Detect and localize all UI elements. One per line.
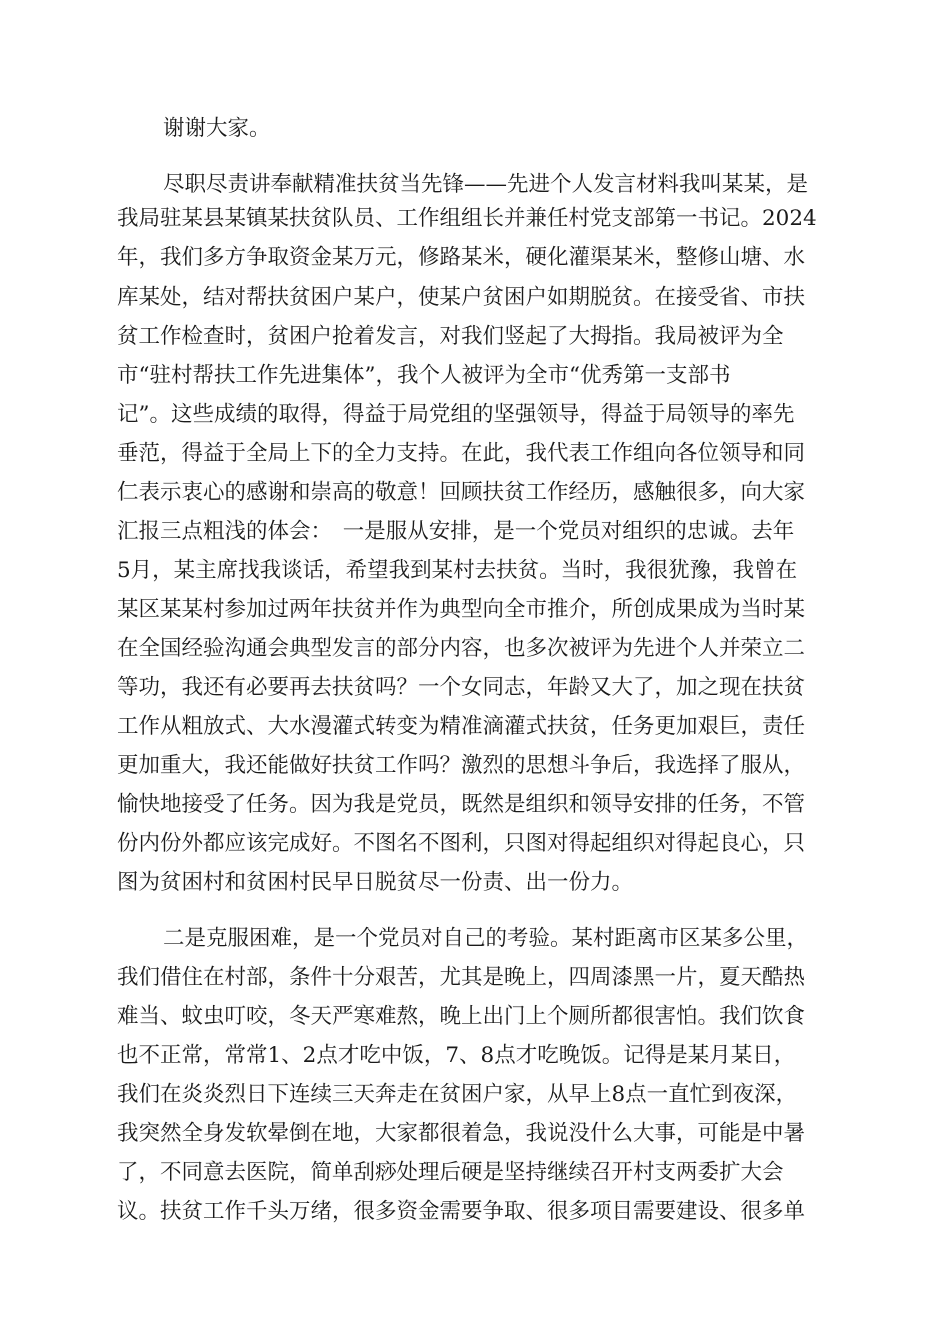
paragraph-line: 工作从粗放式、大水漫灌式转变为精准滴灌式扶贫，任务更加艰巨，责任: [117, 714, 806, 739]
paragraph-line: 某区某某村参加过两年扶贫并作为典型向全市推介，所创成果成为当时某: [117, 597, 806, 622]
paragraph-line: 了，不同意去医院，简单刮痧处理后硬是坚持继续召开村支两委扩大会: [117, 1160, 784, 1185]
paragraph-line: 仁表示衷心的感谢和崇高的敬意！回顾扶贫工作经历，感触很多，向大家: [117, 480, 806, 505]
paragraph-line: 等功，我还有必要再去扶贫吗？一个女同志，年龄又大了，加之现在扶贫: [117, 675, 806, 700]
paragraph-line: 垂范，得益于全局上下的全力支持。在此，我代表工作组向各位领导和同: [117, 441, 806, 466]
paragraph-line: 更加重大，我还能做好扶贫工作吗？激烈的思想斗争后，我选择了服从，: [117, 753, 806, 778]
paragraph-line: 年，我们多方争取资金某万元，修路某米，硬化灌渠某米，整修山塘、水: [117, 245, 806, 270]
paragraph-line: 也不正常，常常1、2点才吃中饭，7、8点才吃晚饭。记得是某月某日，: [117, 1043, 796, 1068]
paragraph-line: 市“驻村帮扶工作先进集体”，我个人被评为全市“优秀第一支部书: [117, 363, 731, 388]
paragraph-line: 我们借住在村部，条件十分艰苦，尤其是晚上，四周漆黑一片，夏天酷热: [117, 965, 806, 990]
closing-line: 谢谢大家。: [163, 116, 271, 141]
paragraph-line: 5月，某主席找我谈话，希望我到某村去扶贫。当时，我很犹豫，我曾在: [117, 558, 798, 583]
paragraph-line: 在全国经验沟通会典型发言的部分内容，也多次被评为先进个人并荣立二: [117, 636, 806, 661]
paragraph-line: 难当、蚊虫叮咬，冬天严寒难熬，晚上出门上个厕所都很害怕。我们饮食: [117, 1004, 806, 1029]
paragraph-line: 份内份外都应该完成好。不图名不图利，只图对得起组织对得起良心，只: [117, 831, 806, 856]
paragraph-line: 图为贫困村和贫困村民早日脱贫尽一份责、出一份力。: [117, 870, 634, 895]
paragraph-line: 我们在炎炎烈日下连续三天奔走在贫困户家，从早上8点一直忙到夜深，: [117, 1082, 798, 1107]
paragraph-line: 尽职尽责讲奉献精准扶贫当先锋——先进个人发言材料我叫某某，是: [163, 172, 809, 197]
paragraph-line: 愉快地接受了任务。因为我是党员，既然是组织和领导安排的任务，不管: [117, 792, 806, 817]
paragraph-line: 贫工作检查时，贫困户抢着发言，对我们竖起了大拇指。我局被评为全: [117, 324, 784, 349]
paragraph-line: 记”。这些成绩的取得，得益于局党组的坚强领导，得益于局领导的率先: [117, 402, 795, 427]
paragraph-line: 我局驻某县某镇某扶贫队员、工作组组长并兼任村党支部第一书记。2024: [117, 206, 817, 231]
paragraph-line: 二是克服困难，是一个党员对自己的考验。某村距离市区某多公里，: [163, 926, 809, 951]
paragraph-line: 汇报三点粗浅的体会： 一是服从安排，是一个党员对组织的忠诚。去年: [117, 519, 795, 544]
paragraph-line: 议。扶贫工作千头万绪，很多资金需要争取、很多项目需要建设、很多单: [117, 1199, 806, 1224]
paragraph-line: 我突然全身发软晕倒在地，大家都很着急，我说没什么大事，可能是中暑: [117, 1121, 806, 1146]
paragraph-line: 库某处，结对帮扶贫困户某户，使某户贫困户如期脱贫。在接受省、市扶: [117, 285, 806, 310]
